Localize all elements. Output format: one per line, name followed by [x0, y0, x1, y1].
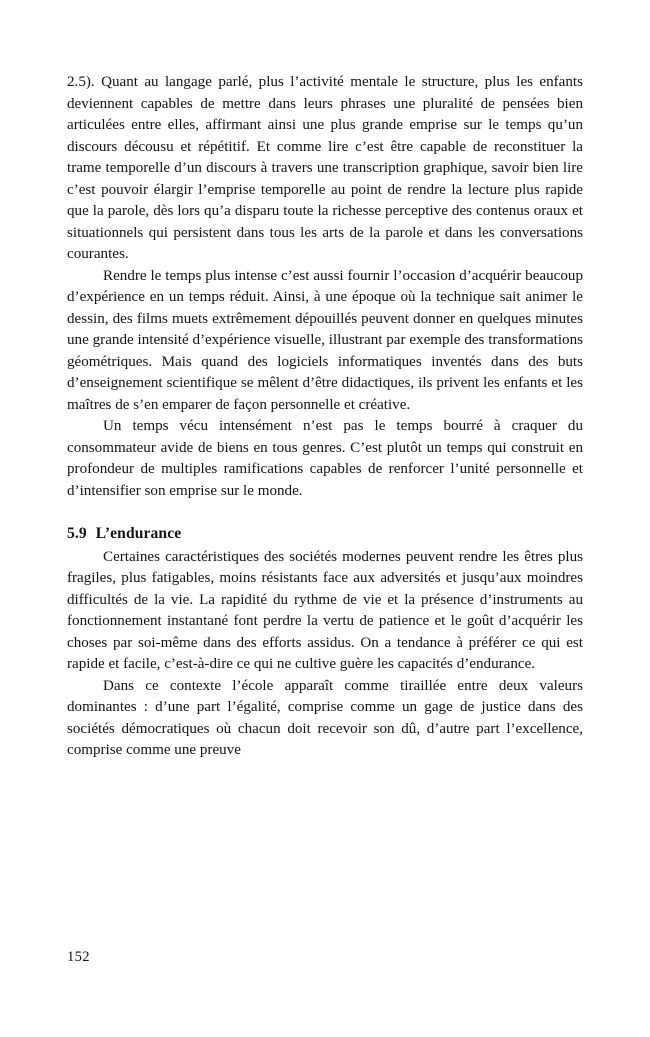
paragraph-5: Dans ce contexte l’école apparaît comme tiraillée entre deux valeurs dominantes : d’une part l’égalité, comprise comme un gage de justice dans des sociétés démocratiques où chacun doit recevoir son dû, d’autre part l’excellence, comprise comme une preuve: [67, 677, 583, 758]
section-heading: [67, 502, 583, 547]
section-title: L’endurance: [95, 525, 182, 542]
section-number: 5.9: [67, 525, 87, 542]
paragraph-2: Rendre le temps plus intense c’est aussi fournir l’occasion d’acquérir beaucoup d’expérience en un temps réduit. Ainsi, à une époque où la technique sait animer le dessin, des films muets extrêmement dépouillés peuvent donner en quelques minutes une grande intensité d’expérience visuelle, illustrant par exemple des transformations géométriques. Mais quand des logiciels informatiques inventés dans des buts d’enseignement scientifique se mêlent d’être didactiques, ils privent les enfants et les maîtres de s’en emparer de façon personnelle et créative.: [67, 267, 583, 413]
page-number: 152: [67, 949, 90, 965]
page-text-block: [67, 72, 583, 762]
paragraph-3: Un temps vécu intensément n’est pas le temps bourré à craquer du consommateur avide de biens en tous genres. C’est plutôt un temps qui construit en profondeur de multiples ramifications capables de renforcer l’unité personnelle et d’intensifier son emprise sur le monde.: [67, 418, 583, 499]
paragraph-4: Certaines caractéristiques des sociétés modernes peuvent rendre les êtres plus fragiles, plus fatigables, moins résistants face aux adversités et jusqu’aux moindres difficultés de la vie. La rapidité du rythme de vie et la présence d’instruments au fonctionnement instantané font perdre la vertu de patience et le goût d’acquérir les choses par soi-même dans des efforts assidus. On a tendance à préférer ce qui est rapide et facile, c’est-à-dire ce qui ne cultive guère les capacités d’endurance.: [67, 548, 583, 672]
paragraph-1: 2.5). Quant au langage parlé, plus l’activité mentale le structure, plus les enfants deviennent capables de mettre dans leurs phrases une pluralité de pensées bien articulées entre elles, affirmant ainsi une plus grande emprise sur le temps qu’un discours décousu et répétitif. Et comme lire c’est être capable de reconstituer la trame temporelle d’un discours à travers une transcription graphique, savoir bien lire c’est pouvoir élargir l’emprise temporelle au point de rendre la lecture plus rapide que la parole, dès lors qu’a disparu toute la richesse perceptive des contenus oraux et situationnels qui persistent dans tous les arts de la parole et dans les conversations courantes.: [67, 74, 583, 262]
